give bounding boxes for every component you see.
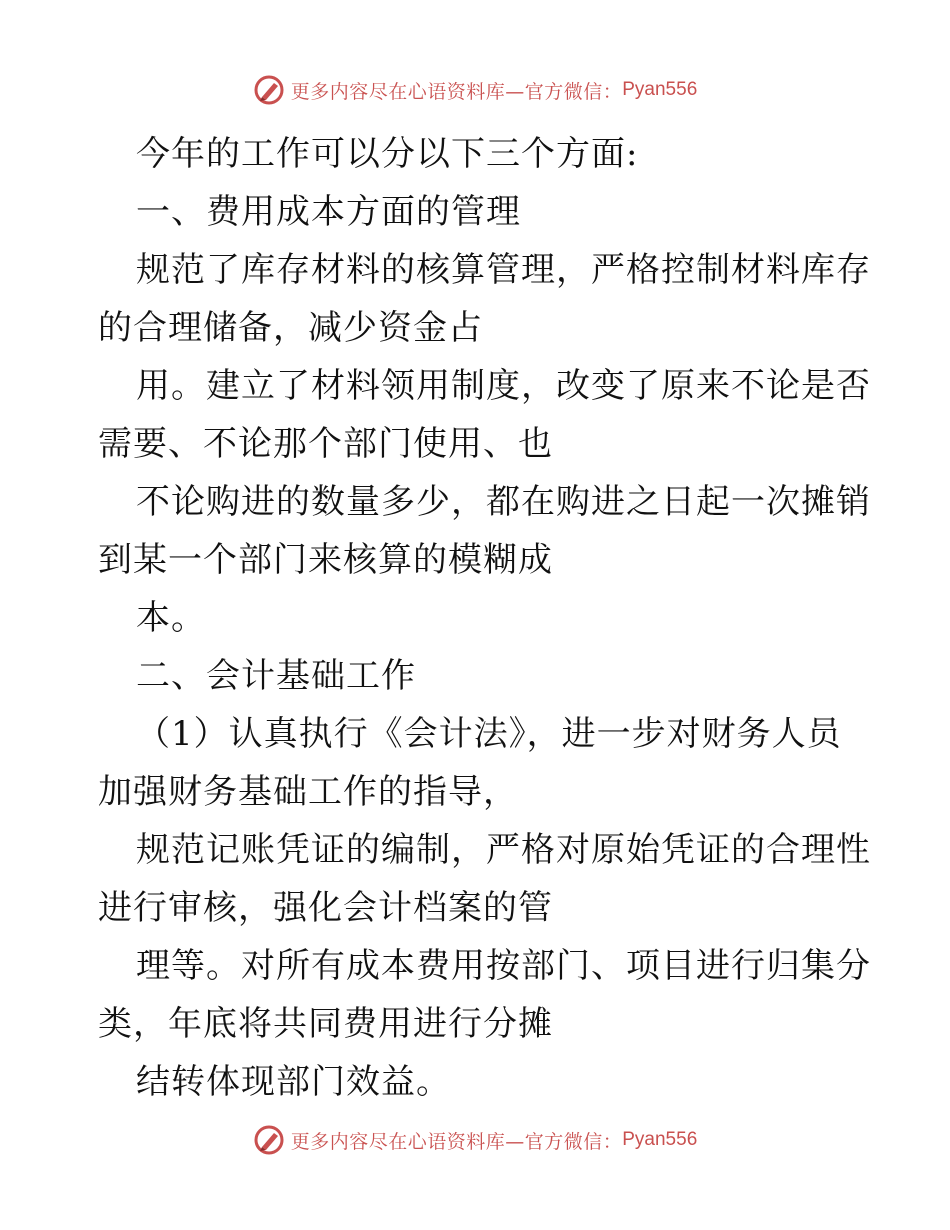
text-line: 规范记账凭证的编制，严格对原始凭证的合理性 [136, 830, 871, 870]
text-line: 本。 [136, 598, 206, 638]
document-body [98, 125, 871, 1111]
watermark-account: Pyan556 [622, 1129, 698, 1150]
text-line: 类，年底将共同费用进行分摊 [98, 1004, 553, 1044]
pen-logo-icon [253, 74, 285, 106]
text-line: 一、费用成本方面的管理 [136, 192, 521, 232]
text-line: 需要、不论那个部门使用、也 [98, 424, 553, 464]
text-line: 二、会计基础工作 [136, 656, 416, 696]
text-line: 到某一个部门来核算的模糊成 [98, 540, 553, 580]
text-line: 规范了库存材料的核算管理，严格控制材料库存 [136, 250, 871, 290]
text-line: 进行审核，强化会计档案的管 [98, 888, 553, 928]
text-line: 加强财务基础工作的指导， [98, 772, 518, 812]
text-line: 用。建立了材料领用制度，改变了原来不论是否 [136, 366, 871, 406]
watermark-text: 更多内容尽在心语资料库—官方微信： [290, 1130, 623, 1153]
footer-watermark [0, 1120, 950, 1160]
watermark-text: 更多内容尽在心语资料库—官方微信： [290, 80, 623, 103]
watermark-account: Pyan556 [622, 79, 698, 100]
text-line: 今年的工作可以分以下三个方面: [136, 134, 639, 174]
text-line: 不论购进的数量多少，都在购进之日起一次摊销 [136, 482, 871, 522]
text-line: （1）认真执行《会计法》，进一步对财务人员 [136, 714, 842, 754]
text-line: 理等。对所有成本费用按部门、项目进行归集分 [136, 946, 871, 986]
pen-logo-icon [253, 1124, 285, 1156]
text-line: 的合理储备，减少资金占 [98, 308, 483, 348]
text-line: 结转体现部门效益。 [136, 1062, 451, 1102]
header-watermark [0, 70, 950, 110]
